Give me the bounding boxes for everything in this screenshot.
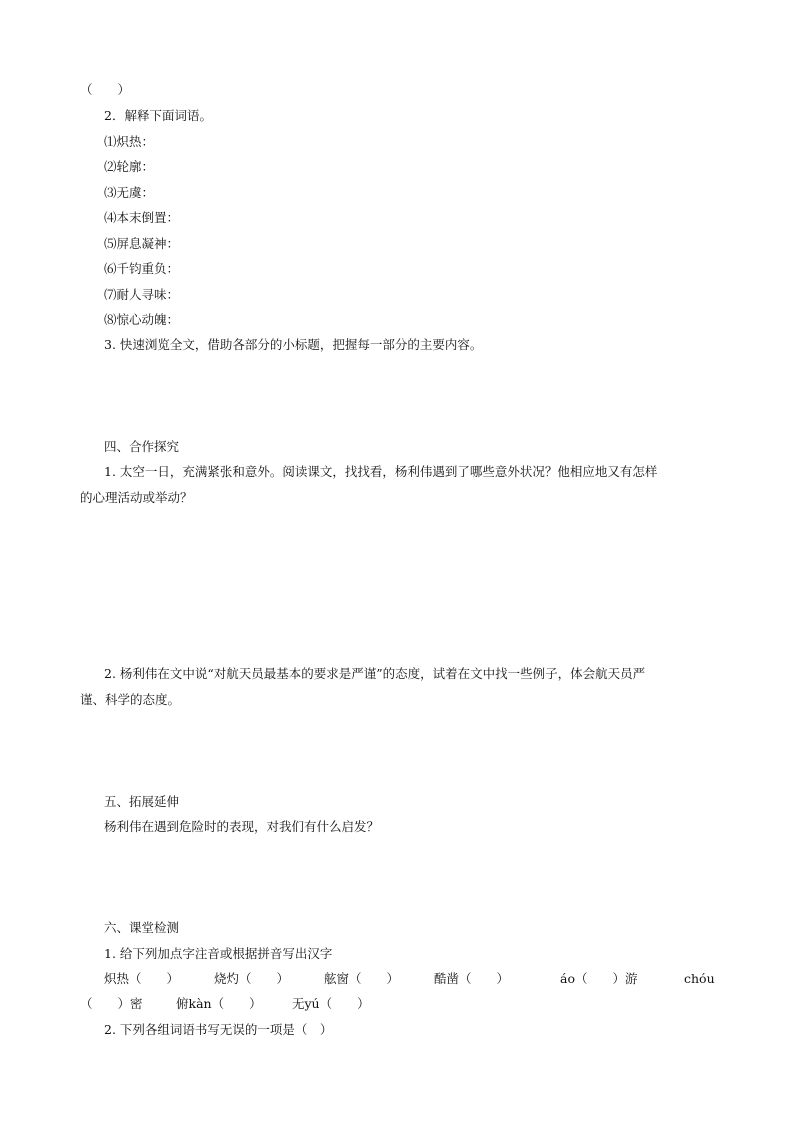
section-4-question-2-line-2: 谨、科学的态度。 [80,692,181,707]
section-4-question-1-line-2: 的心理活动或举动？ [80,490,193,505]
term-item: ⑵轮廓： [104,159,155,174]
pinyin-item: 舷窗（ ） [324,971,400,986]
section-4-question-2-line-1: 2. 杨利伟在文中说“对航天员最基本的要求是严谨”的态度，试着在文中找一些例子，体会航天员严 [104,666,646,681]
term-item: ⑹千钧重负： [104,261,180,276]
section-6-heading: 六、课堂检测 [104,920,180,935]
pinyin-item: 酷凿（ ） [434,971,510,986]
section-4-question-1-line-1: 1. 太空一日，充满紧张和意外。阅读课文，找找看，杨利伟遇到了哪些意外状况？他相应地又有怎样 [104,464,658,479]
section-6-question-1: 1. 给下列加点字注音或根据拼音写出汉字 [104,946,333,961]
term-item: ⑶无虞： [104,185,155,200]
section-5-question: 杨利伟在遇到危险时的表现，对我们有什么启发？ [104,819,380,834]
term-item: ⑷本末倒置： [104,210,180,225]
term-item: ⑴炽热： [104,134,155,149]
pinyin-row-2 [80,996,480,1012]
pinyin-item: áo（ ）游 [560,971,638,986]
section-6-question-2: 2. 下列各组词语书写无误的一项是（ ） [104,1022,333,1037]
term-item: ⑺耐人寻味： [104,287,180,302]
pinyin-item: 烧灼（ ） [214,971,290,986]
term-item: ⑸屏息凝神： [104,236,180,251]
section-4-heading: 四、合作探究 [104,439,180,454]
pinyin-item: 炽热（ ） [104,971,180,986]
question-2-title: 2．解释下面词语。 [104,108,212,123]
pinyin-item: chóu [684,971,715,986]
answer-paren: （ ） [80,82,131,97]
question-3: 3. 快速浏览全文，借助各部分的小标题，把握每一部分的主要内容。 [104,337,483,352]
pinyin-item: （ ）密 [80,996,143,1011]
pinyin-row-1 [104,971,724,987]
pinyin-item: 无yú（ ） [292,996,370,1011]
section-5-heading: 五、拓展延伸 [104,794,180,809]
pinyin-item: 俯kàn（ ） [176,996,262,1011]
term-item: ⑻惊心动魄： [104,312,180,327]
